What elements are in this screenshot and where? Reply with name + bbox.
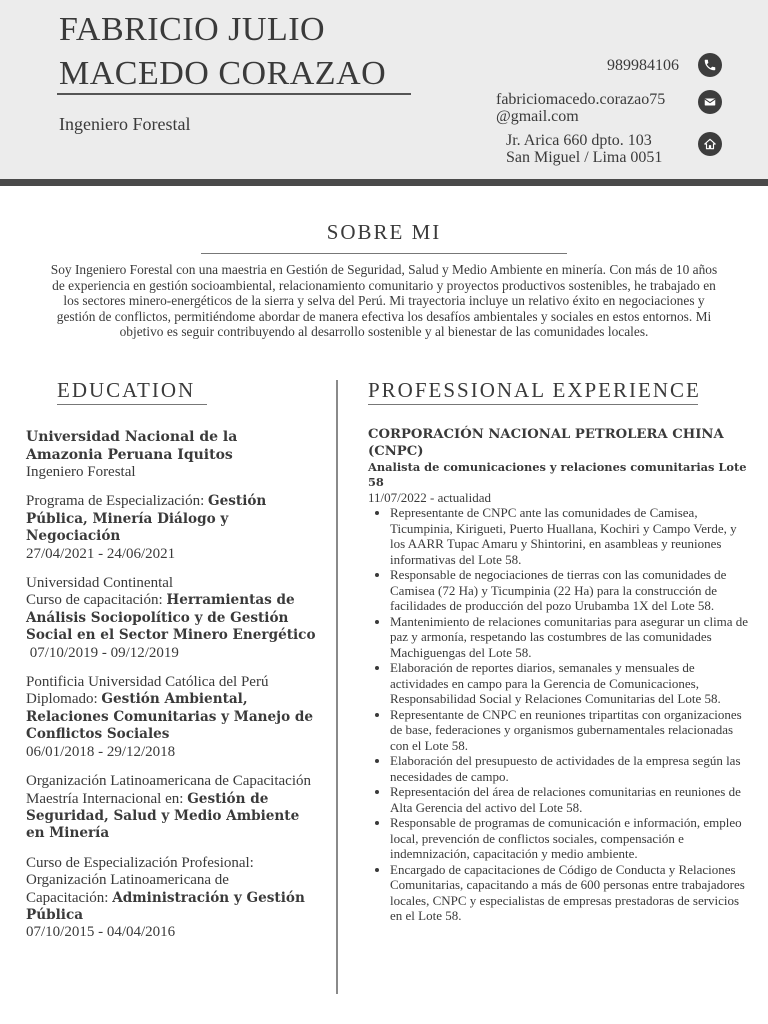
- program-line: [26, 691, 316, 743]
- education-heading-rule: [57, 404, 207, 405]
- duty-item: • Responsable de negociaciones de tierras con las comunidades de Camisea (72 Ha) y Ticumpinia (22 Ha) para la construcción de facilidades de producción del pozo Urubamba 1X del Lote 58.: [390, 567, 750, 614]
- duty-item: • Elaboración del presupuesto de actividades de la empresa según las necesidades de campo.: [390, 753, 750, 784]
- duty-item: • Encargado de capacitaciones de Código de Conducta y Relaciones Comunitarias, capacitando a más de 600 personas entre trabajadores locales, CNPC y especialistas de empresas prestadoras de servicios en el Lote 58.: [390, 862, 750, 924]
- phone-icon: [698, 53, 722, 77]
- program-line: [26, 493, 316, 545]
- email-address[interactable]: [496, 91, 665, 125]
- email-line-1: fabriciomacedo.corazao75: [496, 91, 666, 108]
- program-line: [26, 791, 316, 843]
- program-dates: 07/10/2019 - 09/12/2019: [26, 644, 179, 661]
- education-entry: [26, 493, 316, 563]
- program-dates: 06/01/2018 - 29/12/2018: [26, 743, 176, 760]
- program-dates: 07/10/2015 - 04/04/2016: [26, 924, 176, 941]
- education-entry: [26, 674, 316, 761]
- experience-heading-rule: [368, 404, 698, 405]
- institution-name: Universidad Continental: [26, 575, 174, 592]
- about-heading-rule: [201, 253, 567, 254]
- duties-list: [368, 505, 750, 924]
- duty-item: • Responsable de programas de comunicación e información, empleo local, prevención de conflictos sociales, compensación e indemnización, capacitación y medio ambiente.: [390, 815, 750, 862]
- duty-item: • Mantenimiento de relaciones comunitarias para asegurar un clima de paz y armonía, respetando las costumbres de las comunidades Machiguengas del Lote 58.: [390, 614, 750, 661]
- name-line-2: MACEDO CORAZAO: [59, 55, 387, 92]
- program-name: Administración y Gestión Pública: [26, 889, 305, 923]
- program-name: Gestión Pública, Minería Diálogo y Negociación: [26, 493, 267, 545]
- duty-item: • Representación del área de relaciones comunitarias en reuniones de Alta Gerencia del activo del Lote 58.: [390, 784, 750, 815]
- about-text: Soy Ingeniero Forestal con una maestria en Gestión de Seguridad, Salud y Medio Ambiente en minería. Con más de 10 años de experiencia en gestión socioambiental, relacionamiento comunitario y proyectos productivos sostenibles, he trabajado en los sectores minero-energéticos de la sierra y selva del Perú. Mi trayectoria incluye un relativo éxito en negociaciones y gestión de conflictos, permitiéndome abordar de manera efectiva los desafíos ambientales y sociales en estos entornos. Mi objetivo es seguir contribuyendo al desarrollo sostenible y al bienestar de las comunidades locales.: [50, 262, 718, 340]
- program-prefix: Diplomado:: [26, 691, 102, 708]
- header-divider-bar: [0, 179, 768, 186]
- mail-icon: [698, 90, 722, 114]
- duty-item: • Representante de CNPC ante las comunidades de Camisea, Ticumpinia, Kirigueti, Puerto Huallana, Kochiri y Campo Verde, y los AARR Tupac Amaru y Shintorini, en asambleas y reuniones informativas del Lote 58.: [390, 505, 750, 567]
- duty-item: • Elaboración de reportes diarios, semanales y mensuales de actividades en campo para la Gerencia de Comunicaciones, Responsabilidad Social y Relaciones Comunitarias del Lote 58.: [390, 660, 750, 707]
- university-name: Universidad Nacional de la Amazonia Peruana Iquitos: [26, 429, 238, 463]
- education-entry: [26, 575, 316, 662]
- institution-name: Organización Latinoamericana de Capacitación: [26, 773, 311, 790]
- experience-heading: PROFESSIONAL EXPERIENCE: [368, 378, 701, 402]
- institution-name: Curso de Especialización Profesional: Organización Latinoamericana de: [26, 854, 254, 889]
- education-entry: [26, 855, 316, 942]
- program-dates: 27/04/2021 - 24/06/2021: [26, 545, 176, 562]
- program-prefix: Programa de Especialización:: [26, 493, 209, 510]
- full-name: [59, 8, 439, 96]
- home-icon: [698, 132, 722, 156]
- phone-number: 989984106: [607, 57, 679, 74]
- duty-item: • Representante de CNPC en reuniones tripartitas con organizaciones de base, federaciones y organismos gubernamentales relacionadas con el Lote 58.: [390, 707, 750, 754]
- column-divider: [336, 380, 338, 994]
- address-line-1: Jr. Arica 660 dpto. 103: [506, 132, 652, 149]
- education-heading: EDUCATION: [57, 378, 196, 402]
- program-line: [26, 592, 316, 644]
- address-line-2: San Miguel / Lima 0051: [506, 149, 663, 166]
- program-prefix: Curso de capacitación:: [26, 592, 167, 609]
- job-dates: 11/07/2022 - actualidad: [368, 490, 491, 505]
- job-role: Analista de comunicaciones y relaciones comunitarias Lote 58: [368, 460, 747, 489]
- email-line-2: @gmail.com: [496, 108, 579, 125]
- experience-section: [368, 426, 750, 924]
- program-prefix: Maestría Internacional en:: [26, 790, 188, 807]
- program-name: Gestión de Seguridad, Salud y Medio Ambiente en Minería: [26, 790, 300, 842]
- about-heading: SOBRE MI: [326, 220, 442, 244]
- program-line: [26, 890, 316, 925]
- degree: Ingeniero Forestal: [26, 464, 136, 480]
- company-name: CORPORACIÓN NACIONAL PETROLERA CHINA (CNPC): [368, 427, 724, 459]
- program-name: Gestión Ambiental, Relaciones Comunitarias y Manejo de Conflictos Sociales: [26, 691, 314, 743]
- home-address: [506, 132, 662, 166]
- program-name: Herramientas de Análisis Sociopolítico y de Gestión Social en el Sector Minero Energético: [26, 592, 316, 644]
- institution-name: Pontificia Universidad Católica del Perú: [26, 674, 269, 691]
- education-entry: [26, 773, 316, 843]
- program-prefix: Capacitación:: [26, 889, 113, 906]
- name-line-1: FABRICIO JULIO: [59, 11, 326, 48]
- job-title: Ingeniero Forestal: [59, 114, 191, 134]
- education-entry: [26, 428, 316, 481]
- education-list: [26, 428, 316, 954]
- name-underline: [57, 93, 411, 95]
